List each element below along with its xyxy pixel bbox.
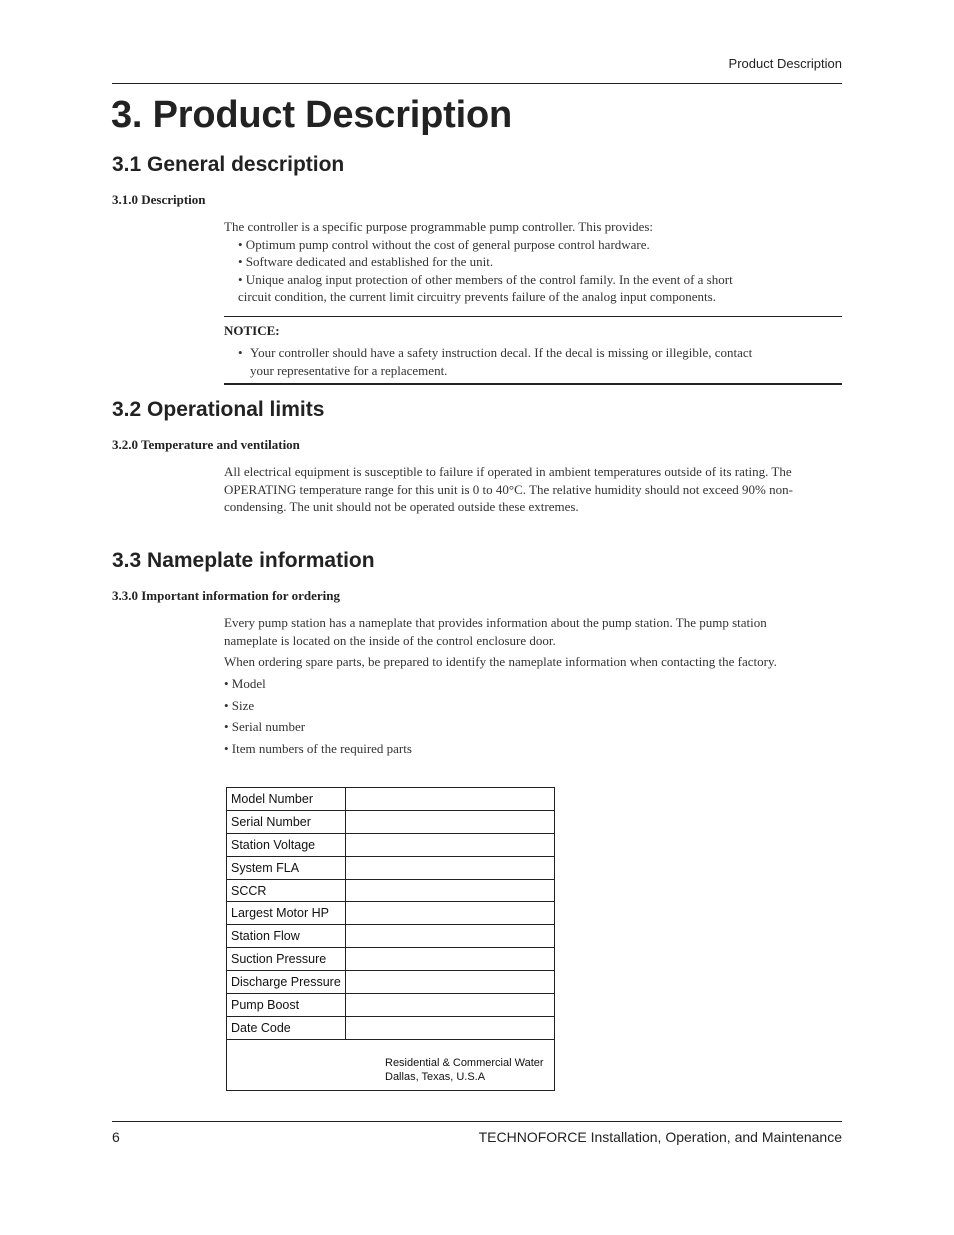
ordering-paragraph <box>224 614 842 649</box>
description-intro: The controller is a specific purpose programmable pump controller. This provides: <box>224 219 654 234</box>
table-footer-row <box>227 1039 555 1090</box>
paragraph-line: condensing. The unit should not be operated outside these extremes. <box>224 499 579 514</box>
header-divider <box>112 83 842 84</box>
notice-bottom-rule <box>224 383 842 385</box>
notice-top-rule <box>224 316 842 317</box>
field-value <box>345 925 554 948</box>
field-label: SCCR <box>227 879 346 902</box>
field-label: Serial Number <box>227 810 346 833</box>
ordering-item: • Model <box>224 676 266 691</box>
table-row <box>227 1016 555 1039</box>
paragraph-line: All electrical equipment is susceptible to failure if operated in ambient temperatures outside of its rating. The <box>224 464 792 479</box>
paragraph-line: Every pump station has a nameplate that provides information about the pump station. The pump station <box>224 615 767 630</box>
field-label: Largest Motor HP <box>227 902 346 925</box>
description-block <box>224 218 842 306</box>
document-title: TECHNOFORCE Installation, Operation, and Maintenance <box>478 1129 842 1145</box>
paragraph-line: nameplate is located on the inside of the control enclosure door. <box>224 632 556 648</box>
section-title-general: 3.1 General description <box>112 153 345 176</box>
field-label: System FLA <box>227 856 346 879</box>
table-row <box>227 833 555 856</box>
table-row <box>227 810 555 833</box>
field-value <box>345 1016 554 1039</box>
notice-label: NOTICE: <box>224 323 280 338</box>
ordering-item: • Item numbers of the required parts <box>224 741 412 756</box>
company-location: Dallas, Texas, U.S.A <box>385 1070 486 1083</box>
description-bullet-continuation: circuit condition, the current limit circuitry prevents failure of the analog input components. <box>238 289 716 304</box>
field-label: Station Flow <box>227 925 346 948</box>
field-label: Suction Pressure <box>227 948 346 971</box>
field-value <box>345 994 554 1017</box>
notice-text <box>250 344 842 379</box>
field-label: Date Code <box>227 1016 346 1039</box>
field-value <box>345 879 554 902</box>
field-label: Station Voltage <box>227 833 346 856</box>
field-value <box>345 856 554 879</box>
table-row <box>227 788 555 811</box>
field-value <box>345 971 554 994</box>
subsection-title-description: 3.1.0 Description <box>112 192 206 207</box>
nameplate-footer <box>227 1039 555 1090</box>
running-header: Product Description <box>728 56 842 71</box>
field-value <box>345 902 554 925</box>
table-row <box>227 971 555 994</box>
ordering-item: • Serial number <box>224 719 306 734</box>
page-number: 6 <box>112 1129 120 1145</box>
ordering-item: • Size <box>224 698 255 713</box>
field-value <box>345 948 554 971</box>
subsection-title-temperature: 3.2.0 Temperature and ventilation <box>112 437 300 452</box>
paragraph-line: OPERATING temperature range for this unit is 0 to 40°C. The relative humidity should not exceed 90% non- <box>224 481 793 497</box>
field-value <box>345 833 554 856</box>
table-row <box>227 856 555 879</box>
description-bullet: • Unique analog input protection of other members of the control family. In the event of a short <box>238 271 733 287</box>
table-row <box>227 879 555 902</box>
section-title-limits: 3.2 Operational limits <box>112 398 325 421</box>
temperature-paragraph <box>224 463 842 516</box>
field-label: Pump Boost <box>227 994 346 1017</box>
subsection-title-ordering: 3.3.0 Important information for ordering <box>112 588 340 603</box>
nameplate-company-info <box>385 1056 554 1084</box>
table-row <box>227 994 555 1017</box>
description-bullet: • Software dedicated and established for the unit. <box>238 254 494 269</box>
notice-line: your representative for a replacement. <box>250 362 448 378</box>
description-bullet: • Optimum pump control without the cost of general purpose control hardware. <box>238 236 650 252</box>
table-row <box>227 925 555 948</box>
chapter-title: 3. Product Description <box>111 94 513 136</box>
company-line: Residential & Commercial Water <box>385 1056 544 1069</box>
table-row <box>227 948 555 971</box>
table-row <box>227 902 555 925</box>
section-title-nameplate: 3.3 Nameplate information <box>112 549 375 572</box>
field-value <box>345 810 554 833</box>
nameplate-table <box>226 787 555 1091</box>
footer-divider <box>112 1121 842 1122</box>
field-value <box>345 788 554 811</box>
field-label: Discharge Pressure <box>227 971 346 994</box>
notice-bullet: • <box>238 345 243 360</box>
ordering-instruction: When ordering spare parts, be prepared to identify the nameplate information when contacting the factory. <box>224 654 777 669</box>
field-label: Model Number <box>227 788 346 811</box>
notice-line: Your controller should have a safety instruction decal. If the decal is missing or illegible, contact <box>250 345 753 360</box>
